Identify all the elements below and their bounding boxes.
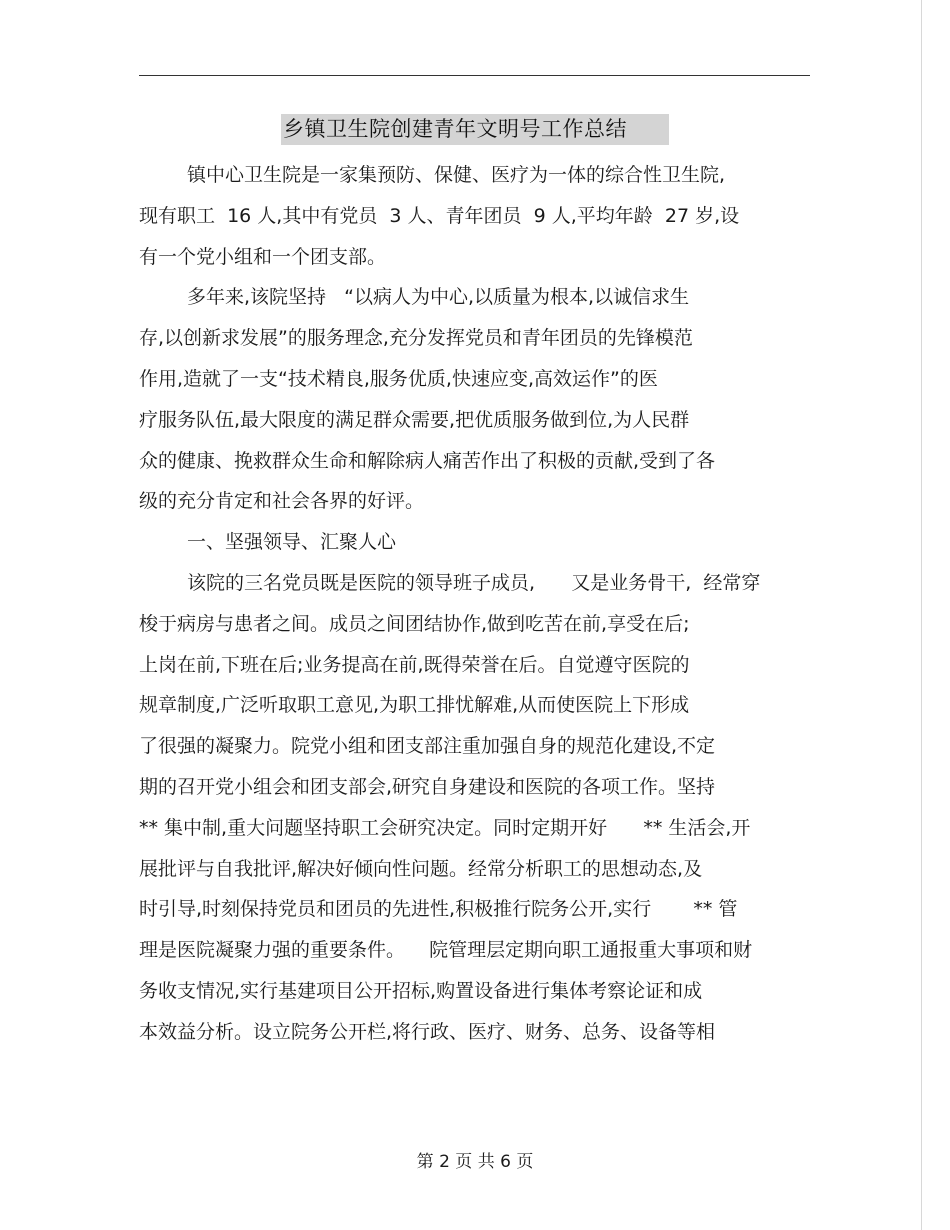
- paragraph-line: 疗服务队伍,最大限度的满足群众需要,把优质服务做到位,为人民群: [139, 408, 690, 431]
- section-heading: 一、坚强领导、汇聚人心: [187, 531, 397, 554]
- paragraph-line: 存,以创新求发展”的服务理念,充分发挥党员和青年团员的先锋模范: [139, 327, 693, 350]
- page-edge: [921, 0, 922, 1230]
- paragraph-line: 上岗在前,下班在后;业务提高在前,既得荣誉在后。自觉遵守医院的: [139, 653, 690, 676]
- paragraph-line: ** 集中制,重大问题坚持职工会研究决定。同时定期开好 ** 生活会,开: [139, 816, 751, 839]
- paragraph-line: 该院的三名党员既是医院的领导班子成员, 又是业务骨干, 经常穿: [187, 571, 761, 594]
- paragraph-line: 级的充分肯定和社会各界的好评。: [139, 490, 425, 513]
- paragraph-line: 现有职工 16 人,其中有党员 3 人、青年团员 9 人,平均年龄 27 岁,设: [139, 204, 740, 227]
- paragraph-line: 了很强的凝聚力。院党小组和团支部注重加强自身的规范化建设,不定: [139, 735, 716, 758]
- paragraph-line: 展批评与自我批评,解决好倾向性问题。经常分析职工的思想动态,及: [139, 857, 703, 880]
- document-body: [139, 155, 819, 1053]
- paragraph-line: 规章制度,广泛听取职工意见,为职工排忧解难,从而使医院上下形成: [139, 694, 690, 717]
- paragraph-line: 时引导,时刻保持党员和团员的先进性,积极推行院务公开,实行 ** 管: [139, 898, 738, 921]
- document-title: 乡镇卫生院创建青年文明号工作总结: [281, 114, 669, 145]
- paragraph-line: 众的健康、挽救群众生命和解除病人痛苦作出了积极的贡献,受到了各: [139, 449, 716, 472]
- paragraph-line: 本效益分析。设立院务公开栏,将行政、医疗、财务、总务、设备等相: [139, 1020, 716, 1043]
- paragraph-line: 期的召开党小组会和团支部会,研究自身建设和医院的各项工作。坚持: [139, 775, 716, 798]
- header-rule: [139, 75, 810, 76]
- paragraph-line: 梭于病房与患者之间。成员之间团结协作,做到吃苦在前,享受在后;: [139, 612, 690, 635]
- page-number-footer: 第 2 页 共 6 页: [416, 1152, 534, 1172]
- paragraph-line: 理是医院凝聚力强的重要条件。 院管理层定期向职工通报重大事项和财: [139, 939, 753, 962]
- paragraph-line: 作用,造就了一支“技术精良,服务优质,快速应变,高效运作”的医: [139, 367, 658, 390]
- paragraph-line: 多年来,该院坚持 “以病人为中心,以质量为根本,以诚信求生: [187, 286, 690, 309]
- paragraph-line: 镇中心卫生院是一家集预防、保健、医疗为一体的综合性卫生院,: [187, 164, 726, 186]
- paragraph-line: 务收支情况,实行基建项目公开招标,购置设备进行集体考察论证和成: [139, 979, 703, 1002]
- paragraph-line: 有一个党小组和一个团支部。: [139, 245, 387, 268]
- title-container: [0, 114, 950, 145]
